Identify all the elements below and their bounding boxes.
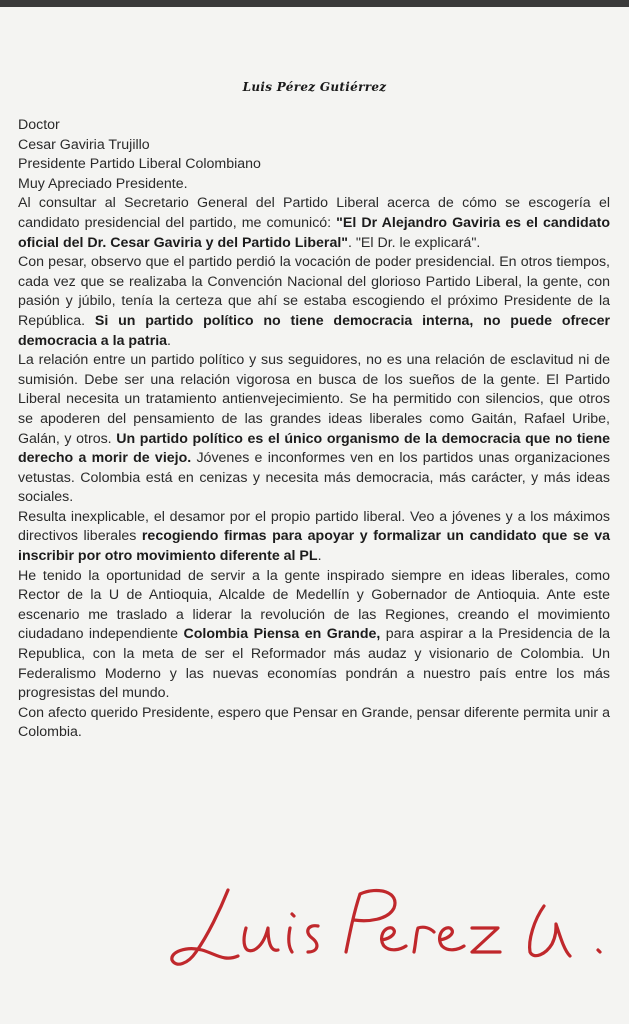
paragraph-2: Con pesar, observo que el partido perdió la vocación de poder presidencial. En otros tiempos, cada vez que se realizaba la Convención Nacional del glorioso Partido Liberal, la gente, con pasión y júbilo, tenía la certeza que ahí se estaba escogiendo el próximo Presidente de la República. Si un partido político no tiene democracia interna, no puede ofrecer democracia a la patria. bbox=[18, 254, 610, 349]
paragraph-closing: Con afecto querido Presidente, espero que Pensar en Grande, pensar diferente permita unir a Colombia. bbox=[18, 704, 610, 741]
recipient-position: Presidente Partido Liberal Colombiano bbox=[18, 156, 261, 173]
recipient-name: Cesar Gaviria Trujillo bbox=[18, 136, 150, 153]
paragraph-5: He tenido la oportunidad de servir a la gente inspirado siempre en ideas liberales, como Rector de la U de Antioquia, Alcalde de Medellín y Gobernador de Antioquia. Ante este escenario me traslado a liderar la revolución de las Regiones, creando el movimiento ciudadano independiente Colombia Piensa en Grande, para aspirar a la Presidencia de la Republica, con la meta de ser el Reformador más audaz y visionario de Colombia. Un Federalismo Moderno y las nuevas economías pondrán a nuestro país entre los más progresistas del mundo. bbox=[18, 567, 611, 702]
salutation-title: Doctor bbox=[18, 117, 60, 133]
signature-drawing bbox=[168, 880, 618, 990]
paragraph-3: La relación entre un partido político y sus seguidores, no es una relación de esclavitud ni de sumisión. Debe ser una relación vigorosa en busca de los sueños de la gente. El Partido Liberal necesita un tratamiento antienvejecimiento. Se ha permitido con silencios, que otros se apoderen del pensamiento de las grandes ideas liberales como Gaitán, Rafael Uribe, Galán, y otros. Un partido político es el único organismo de la democracia que no tiene derecho a morir de viejo. Jóvenes e inconformes ven en los partidos unas organizaciones vetustas. Colombia está en cenizas y necesita más democracia, más carácter, y más ideas sociales. bbox=[18, 352, 611, 506]
paragraph-1: Al consultar al Secretario General del Partido Liberal acerca de cómo se escogería el candidato presidencial del partido, me comunicó: "El Dr Alejandro Gaviria es el candidato oficial del Dr. Cesar Gaviria y del Partido Liberal". "El Dr. le explicará". bbox=[18, 195, 610, 251]
handwritten-signature bbox=[168, 880, 618, 990]
letter-body bbox=[18, 116, 610, 743]
greeting: Muy Apreciado Presidente. bbox=[18, 175, 188, 192]
top-edge-bar bbox=[0, 0, 629, 7]
paragraph-4: Resulta inexplicable, el desamor por el propio partido liberal. Veo a jóvenes y a los máximos directivos liberales recogiendo firmas para apoyar y formalizar un candidato que se va inscribir por otro movimiento diferente al PL. bbox=[18, 508, 610, 565]
letterhead-name: Luis Pérez Gutiérrez bbox=[242, 80, 387, 94]
